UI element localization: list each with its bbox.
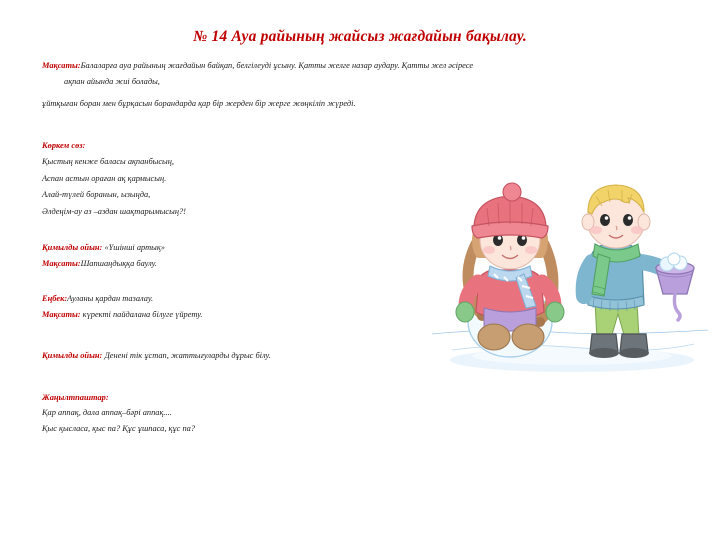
labour-label: Еңбек:	[42, 294, 68, 303]
poem-line-3: Алай-түлей боранын, ызыңда,	[42, 190, 151, 199]
purpose-line-2: ақпан айында жиі болады,	[64, 76, 160, 86]
labour-text: Ауланы қардан тазалау.	[67, 294, 154, 303]
spacer	[42, 89, 667, 96]
game-1-aim-label: Мақсаты:	[42, 258, 81, 268]
tongue-twister-2: Қыс қысласа, қыс па? Құс ұшпаса, құс па?	[42, 423, 196, 433]
labour-aim-text: күректі пайдалана білуге үйрету.	[80, 309, 203, 319]
tongue-twisters-block	[42, 390, 667, 437]
spacer	[42, 112, 667, 138]
page-title: № 14 Ауа райының жайсыз жағдайын бақылау.	[193, 28, 527, 45]
tongue-twisters-label: Жаңылтпаштар:	[42, 392, 109, 402]
purpose-line-1	[42, 58, 667, 74]
purpose-block	[42, 58, 667, 112]
labour-aim-label: Мақсаты:	[42, 309, 81, 319]
game-1-aim-text: Шапшаңдыққа баулу.	[80, 258, 157, 268]
poem-line-4: Әлдеңім-ау аз –аздан шақтарымысың?!	[42, 206, 186, 216]
purpose-text-1: Балаларға ауа райының жағдайын байқап, белгілеуді ұсыну. Қатты желге назар аудару. Қатты жел әсіресе	[80, 61, 474, 70]
winter-children-illustration	[432, 182, 708, 380]
game-2-label: Қимылды ойын:	[42, 351, 103, 360]
game-1-label: Қимылды ойын:	[42, 243, 103, 252]
purpose-label: Мақсаты:	[42, 61, 81, 70]
poem-line-1: Қыстың кенже баласы ақпанбысың,	[42, 157, 174, 166]
poem-line-2: Аспан астын ораған ақ қармысың.	[42, 173, 167, 183]
purpose-line-3: ұйтқыған боран мен бұрқасын борандарда қар бір жерден бір жерге жөңкіліп жүреді.	[42, 99, 356, 108]
girl-figure	[456, 183, 564, 357]
game-1-text: «Үшінші артық»	[102, 243, 165, 252]
tongue-twister-1: Қар аппақ, дала аппақ–бәрі аппақ....	[42, 408, 172, 417]
game-2-text: Денені тік ұстап, жаттығуларды дұрыс білу.	[102, 351, 271, 360]
poem-label: Көркем сөз:	[42, 140, 86, 150]
